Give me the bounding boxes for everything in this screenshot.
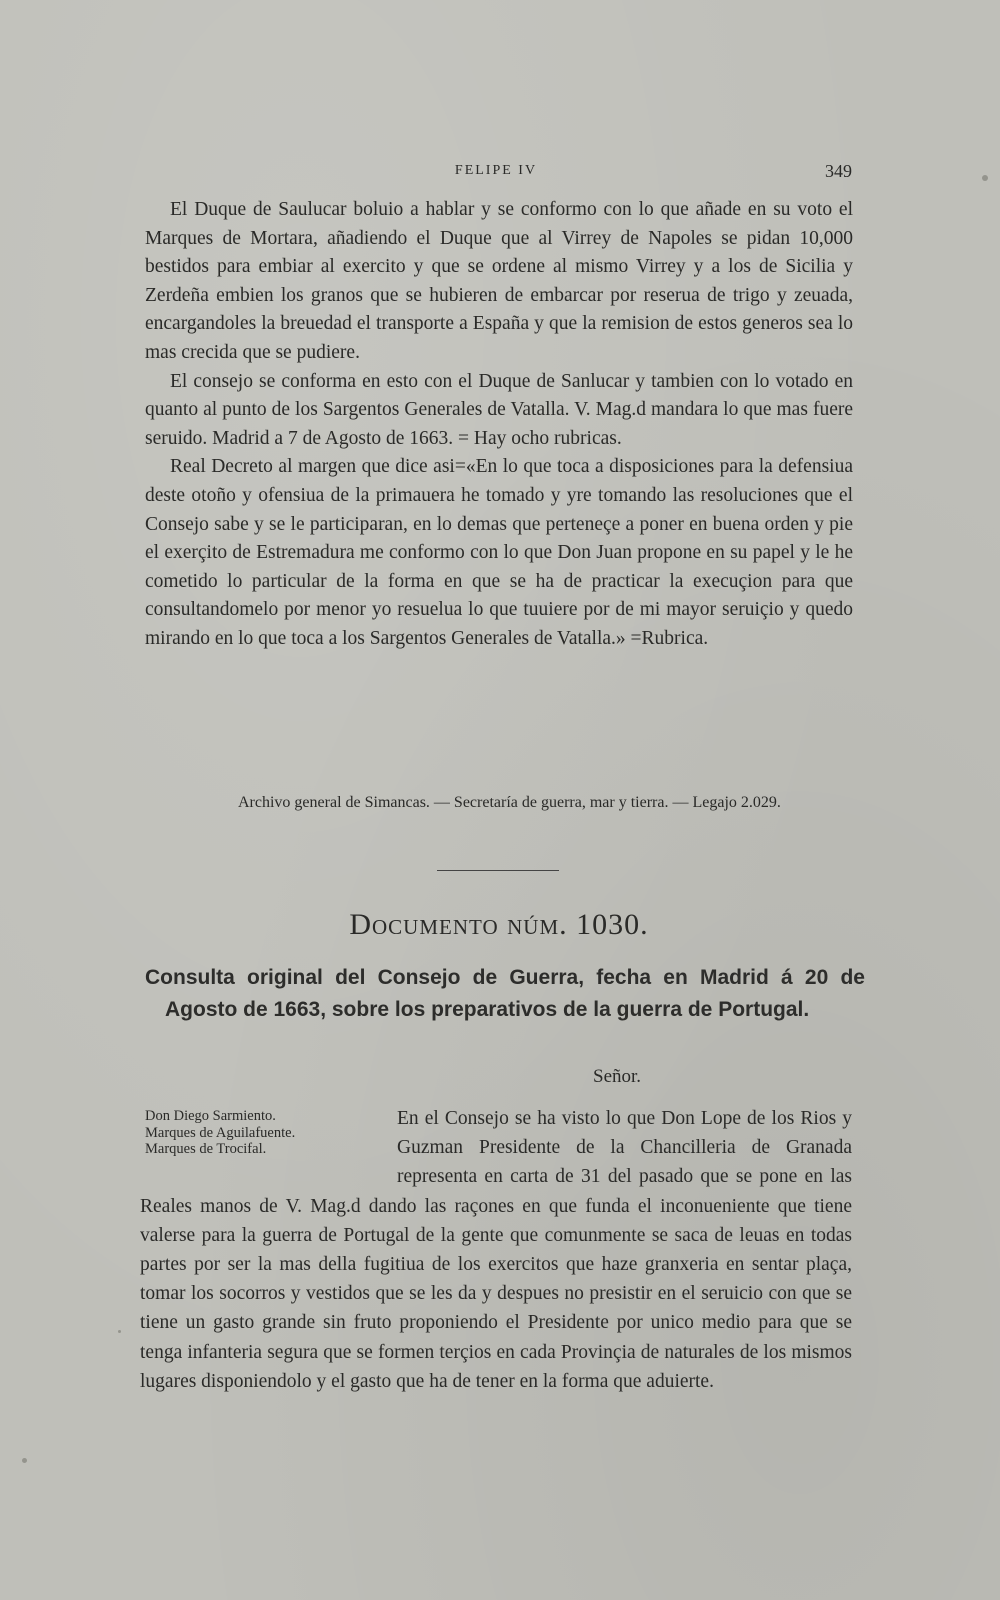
consulta-body xyxy=(140,1104,852,1396)
archive-source-note: Archivo general de Simancas. — Secretaría de guerra, mar y tierra. — Legajo 2.029. xyxy=(238,794,781,811)
salutation: Señor. xyxy=(593,1066,642,1087)
page-stain xyxy=(982,175,988,181)
running-title: FELIPE IV xyxy=(454,163,538,178)
page-stain xyxy=(118,1330,121,1333)
paragraph: El consejo se conforma en esto con el Duque de Sanlucar y tambien con lo votado en quanto al punto de los Sargentos Generales de Vatalla. V. Mag.d mandara lo que mas fuere seruido. Madrid a 7 de Agosto de 1663. = Hay ocho rubricas. xyxy=(145,370,853,449)
paragraph: El Duque de Saulucar boluio a hablar y se conformo con lo que añade en su voto el Marques de Mortara, añadiendo el Duque que al Virrey de Napoles se pidan 10,000 bestidos para embiar al exercito y que se ordene al mismo Virrey y a los de Sicilia y Zerdeña embien los granos que se hubieren de embarcar por reserua de trigo y zeuada, encargandoles la breuedad el transporte a España y que la remision de estos generos sea lo mas crecida que se pudiere. xyxy=(145,199,853,363)
document-heading: Consulta original del Consejo de Guerra, fecha en Madrid á 20 de Agosto de 1663, sobre los preparativos de la guerra de Portugal. xyxy=(145,966,865,1021)
signatory-name: Don Diego Sarmiento. xyxy=(145,1108,276,1124)
page-number: 349 xyxy=(825,161,852,181)
page-stain xyxy=(22,1458,27,1463)
consulta-text: En el Consejo se ha visto lo que Don Lope de los Rios y Guzman Presidente de la Chancilleria de Granada representa en carta de 31 del pasado que se pone en las Reales manos de V. Mag.d dando las raçones en que funda el inconueniente que tiene valerse para la guerra de Portugal de la gente que comunmente se saca de leuas en todas partes por ser la mas della fugitiua de los exercitos que haze granxeria en sentar plaça, tomar los socorros y vestidos que se les da y despues no presistir en el seruicio con que se tiene un gasto grande sin fruto proponiendo el Presidente por unico medio para que se tenga infanteria segura que se formen terçios en cada Provinçia de naturales de los mismos lugares disponiendolo y el gasto que ha de tener en la forma que aduierte. xyxy=(140,1108,852,1392)
paragraph: Real Decreto al margen que dice asi=«En lo que toca a disposiciones para la defensiua deste otoño y ofensiua de la primauera he tomado y yre tomando las resoluciones que el Consejo sabe y se le participaran, en lo demas que perteneçe a poner en buena orden y pie el exerçito de Estremadura me conformo con lo que Don Juan propone en su papel y le he cometido lo particular de la forma en que se ha de practicar la execuçion para que consultandomelo por menor yo resuelua lo que tuuiere por de mi mayor seruiçio y quedo mirando en lo que toca a los Sargentos Generales de Vatalla.» =Rubrica. xyxy=(145,456,853,649)
signatory-name: Marques de Trocifal. xyxy=(145,1141,267,1157)
document-title: Documento núm. 1030. xyxy=(349,908,649,941)
section-separator xyxy=(437,870,559,871)
running-head xyxy=(140,163,852,185)
letter-text xyxy=(145,196,853,654)
signatory-name: Marques de Aguilafuente. xyxy=(145,1124,296,1141)
margin-gap xyxy=(140,1104,397,1191)
